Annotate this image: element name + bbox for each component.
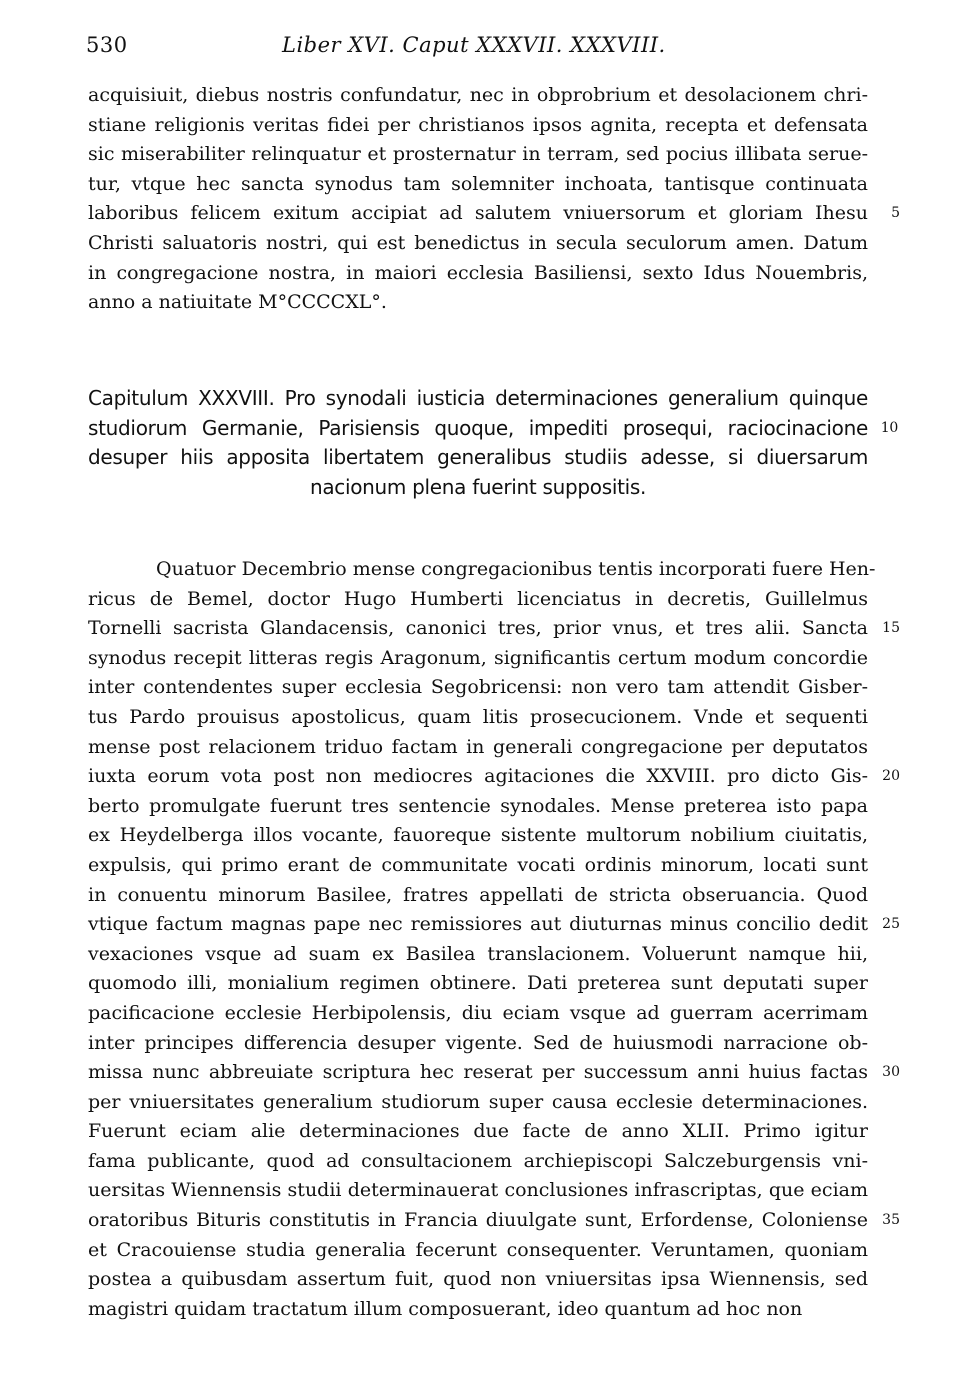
text-line — [88, 733, 868, 763]
text-line — [88, 555, 876, 585]
line-text: berto promulgate fuerunt tres sentencie synodales. Mense preterea isto papa — [88, 794, 868, 817]
text-line — [88, 585, 868, 615]
line-text: ricus de Bemel, doctor Hugo Humberti licenciatus in decretis, Guillelmus — [88, 587, 868, 610]
line-text: acquisiuit, diebus nostris confundatur, nec in obprobrium et desolacionem chri- — [88, 84, 868, 106]
line-text: Tornelli sacrista Glandacensis, canonici tres, prior vnus, et tres alii. Sancta — [88, 617, 868, 640]
text-line — [88, 910, 900, 940]
line-text: desuper hiis apposita libertatem generalibus studiis adesse, si diuersarum — [88, 445, 868, 469]
paragraph-1 — [88, 81, 900, 318]
text-line — [88, 1058, 900, 1088]
line-text: uersitas Wiennensis studii determinauerat conclusiones infrascriptas, que eciam — [88, 1179, 868, 1202]
line-text: mense post relacionem triduo factam in generali congregacione per deputatos — [88, 735, 868, 758]
line-text: in congregacione nostra, in maiori ecclesia Basiliensi, sexto Idus Nouembris, — [88, 261, 868, 284]
page-number: 530 — [86, 33, 128, 57]
line-text: in conuentu minorum Basilee, fratres appellati de stricta obseruancia. Quod — [88, 883, 868, 906]
line-text: fama publicante, quod ad consultacionem archiepiscopi Salczeburgensis vni- — [88, 1149, 868, 1172]
line-text: et Cracouiense studia generalia fecerunt consequenter. Veruntamen, quoniam — [88, 1238, 868, 1261]
paragraph-2 — [88, 555, 900, 1324]
text-line — [88, 881, 868, 911]
text-line — [88, 384, 868, 414]
line-text: missa nunc abbreuiate scriptura hec reserat per successum anni huius factas — [88, 1061, 868, 1084]
line-text: vexaciones vsque ad suam ex Basilea translacionem. Voluerunt namque hii, — [88, 942, 868, 965]
line-number: 20 — [882, 768, 900, 785]
line-text: inter contendentes super ecclesia Segobricensi: non vero tam attendit Gisber- — [88, 676, 868, 699]
text-line — [88, 644, 868, 674]
line-text: sic miserabiliter relinquatur et prosternatur in terram, sed pocius illibata serue- — [88, 143, 868, 166]
chapter-heading — [88, 384, 898, 502]
text-line — [88, 443, 868, 473]
line-text: inter principes differencia desuper vigente. Sed de huiusmodi narracione ob- — [88, 1031, 868, 1054]
line-text: quomodo illi, monialium regimen obtinere. Dati preterea sunt deputati super — [88, 972, 868, 995]
text-line — [88, 1295, 868, 1325]
text-line — [88, 140, 868, 170]
text-line — [88, 81, 868, 111]
text-line — [88, 940, 868, 970]
text-line — [88, 1265, 868, 1295]
text-line — [88, 1236, 868, 1266]
line-text: postea a quibusdam assertum fuit, quod non vniuersitas ipsa Wiennensis, sed — [88, 1268, 868, 1291]
line-text: stiane religionis veritas fidei per christianos ipsos agnita, recepta et defensata — [88, 113, 868, 136]
text-line — [88, 170, 868, 200]
text-line — [88, 111, 868, 141]
line-number: 5 — [891, 205, 900, 222]
line-text: tus Pardo prouisus apostolicus, quam litis prosecucionem. Vnde et sequenti — [88, 705, 868, 728]
line-text: synodus recepit litteras regis Aragonum, significantis certum modum concordie — [88, 646, 868, 669]
text-line — [88, 288, 868, 318]
text-line — [88, 851, 868, 881]
text-line — [88, 199, 900, 229]
text-line — [88, 999, 868, 1029]
line-text: vtique factum magnas pape nec remissiores aut diuturnas minus concilio dedit — [88, 913, 868, 936]
line-text: magistri quidam tractatum illum composuerant, ideo quantum ad hoc non — [88, 1297, 803, 1320]
text-line — [88, 673, 868, 703]
text-line — [88, 229, 868, 259]
line-number: 25 — [882, 916, 900, 933]
line-text: per vniuersitates generalium studiorum super causa ecclesie determinaciones. — [88, 1090, 868, 1113]
line-text: pacificacione ecclesie Herbipolensis, diu eciam vsque ad guerram acerrimam — [88, 1001, 868, 1024]
line-number: 30 — [882, 1064, 900, 1081]
line-text: Christi saluatoris nostri, qui est benedictus in secula seculorum amen. Datum — [88, 231, 868, 254]
text-line — [88, 792, 868, 822]
line-text: tur, vtque hec sancta synodus tam solemniter inchoata, tantisque continuata — [88, 172, 868, 195]
line-text: laboribus felicem exitum accipiat ad salutem vniuersorum et gloriam Ihesu — [88, 202, 868, 225]
text-line — [88, 1088, 868, 1118]
text-line — [88, 969, 868, 999]
line-text: expulsis, qui primo erant de communitate vocati ordinis minorum, locati sunt — [88, 853, 868, 876]
running-title: Liber XVI. Caput XXXVII. XXXVIII. — [282, 33, 666, 57]
line-text: iuxta eorum vota post non mediocres agitaciones die XXVIII. pro dicto Gis- — [88, 765, 868, 788]
line-text: nacionum plena fuerint suppositis. — [309, 474, 647, 499]
text-line — [88, 473, 868, 503]
line-text: Fuerunt eciam alie determinaciones due facte de anno XLII. Primo igitur — [88, 1120, 868, 1143]
line-number: 35 — [882, 1212, 900, 1229]
text-line — [88, 259, 868, 289]
text-line — [88, 414, 898, 444]
line-text: studiorum Germanie, Parisiensis quoque, impediti prosequi, raciocinacione — [88, 415, 868, 440]
text-line — [88, 1029, 868, 1059]
line-number: 15 — [882, 620, 900, 637]
running-header — [86, 33, 876, 63]
text-line — [88, 762, 900, 792]
line-number: 10 — [880, 419, 898, 436]
text-line — [88, 703, 868, 733]
line-text: ex Heydelberga illos vocante, fauoreque sistente multorum nobilium ciuitatis, — [88, 824, 868, 847]
line-text: Capitulum XXXVIII. Pro synodali iusticia determinaciones generalium quinque — [88, 386, 868, 410]
text-line — [88, 614, 900, 644]
text-line — [88, 1206, 900, 1236]
line-text: Quatuor Decembrio mense congregacionibus tentis incorporati fuere Hen- — [156, 558, 876, 580]
text-line — [88, 1176, 868, 1206]
line-text: oratoribus Bituris constitutis in Francia diuulgate sunt, Erfordense, Coloniense — [88, 1209, 868, 1232]
line-text: anno a natiuitate M°CCCCXL°. — [88, 291, 387, 314]
text-line — [88, 1147, 868, 1177]
text-line — [88, 1117, 868, 1147]
text-line — [88, 821, 868, 851]
